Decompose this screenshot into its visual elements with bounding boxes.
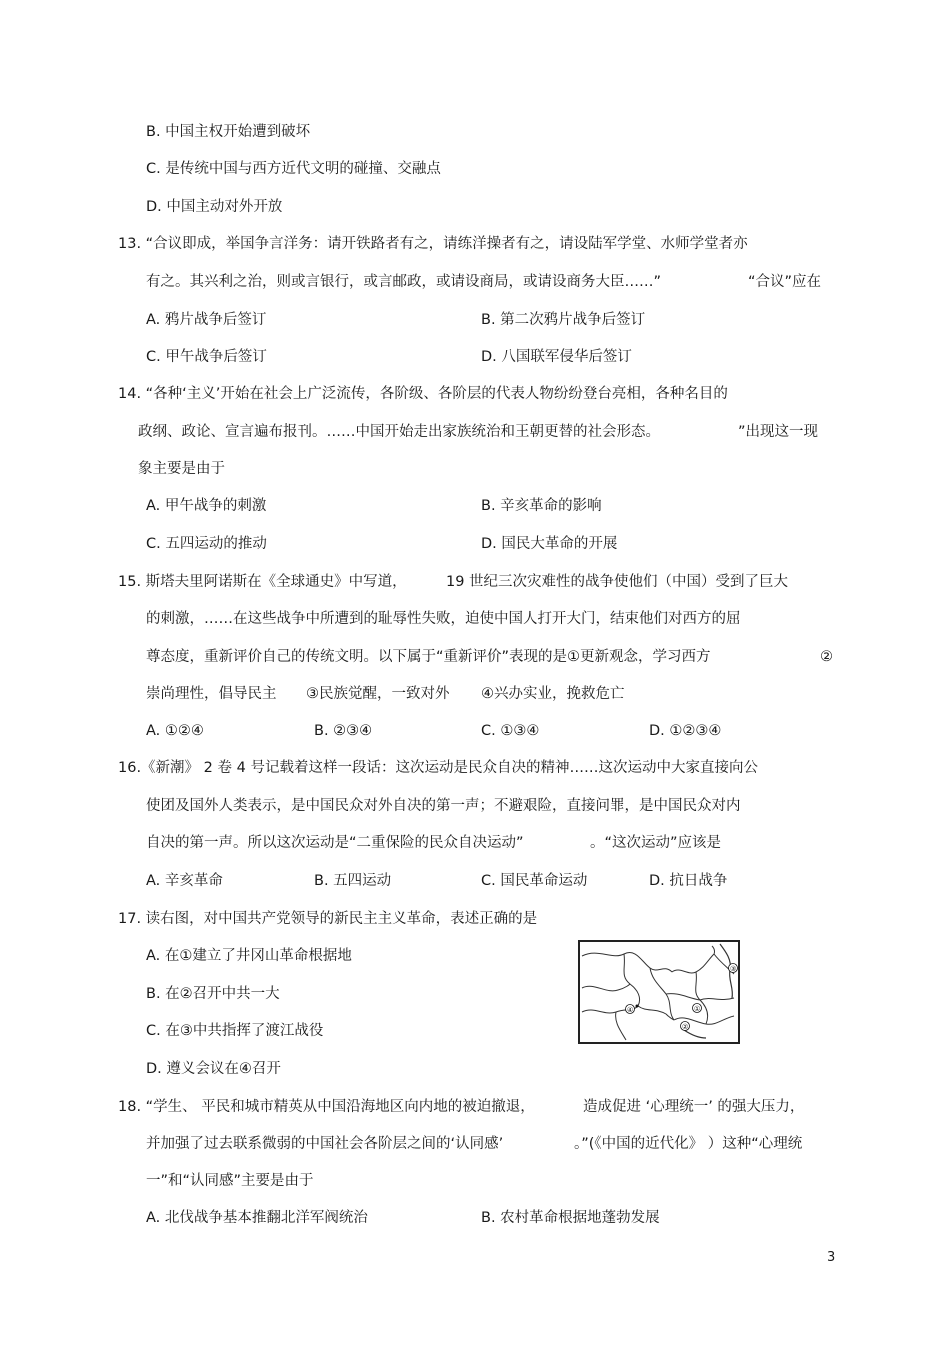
q15-option-c: C. ①③④ <box>481 723 540 739</box>
q14-option-a: A. 甲午战争的刺激 <box>146 498 267 514</box>
q13-option-a: A. 鸦片战争后签订 <box>146 312 267 328</box>
q15-option-a: A. ①②④ <box>146 723 204 739</box>
q13-stem-line1: 13. “合议即成，举国争言洋务：请开铁路者有之，请练洋操者有之，请设陆军学堂、水师学堂者亦 <box>118 236 748 252</box>
map-label-3: ③ <box>730 965 737 973</box>
q12-option-d: D. 中国主动对外开放 <box>146 199 283 215</box>
map-label-4: ④ <box>627 1006 634 1014</box>
map-label-1: ① <box>694 1005 701 1013</box>
q16-stem-line2: 使团及国外人类表示，是中国民众对外自决的第一声；不避艰险，直接问罪，是中国民众对内 <box>146 798 741 814</box>
q16-stem-line1: 16.《新潮》 2 卷 4 号记载着这样一段话：这次运动是民众自决的精神……这次运动中大家直接向公 <box>118 760 758 776</box>
q14-stem-line2: 政纲、政论、宣言遍布报刊。……中国开始走出家族统治和王朝更替的社会形态。 <box>138 424 660 440</box>
q15-stem-line2: 的刺激，……在这些战争中所遭到的耻辱性失败，迫使中国人打开大门，结束他们对西方的屈 <box>146 611 741 627</box>
q16-option-d: D. 抗日战争 <box>649 873 728 889</box>
q15-stem-line1: 15. 斯塔夫里阿诺斯在《全球通史》中写道， <box>118 574 407 590</box>
q13-stem-line2: 有之。其兴利之治，则或言银行，或言邮政，或请设商局，或请设商务大臣……” <box>146 274 662 290</box>
q14-stem-line3: 象主要是由于 <box>138 461 225 477</box>
q17-option-c: C. 在③中共指挥了渡江战役 <box>146 1023 324 1039</box>
q13-option-b: B. 第二次鸦片战争后签订 <box>481 312 646 328</box>
q13-option-c: C. 甲午战争后签订 <box>146 349 267 365</box>
q15-stem-line4-end: ④兴办实业，挽救危亡 <box>481 686 625 702</box>
q13-option-d: D. 八国联军侵华后签订 <box>481 349 632 365</box>
map-dot-4 <box>636 1005 639 1008</box>
q15-stem-line4-mid: ③民族觉醒，一致对外 <box>306 686 450 702</box>
q17-option-a: A. 在①建立了井冈山革命根据地 <box>146 948 352 964</box>
map-label-2: ② <box>682 1023 689 1031</box>
q18-stem-line2: 并加强了过去联系微弱的中国社会各阶层之间的‘认同感’ <box>146 1136 504 1152</box>
q18-option-a: A. 北伐战争基本推翻北洋军阀统治 <box>146 1210 368 1226</box>
q16-stem-line3: 自决的第一声。所以这次运动是“二重保险的民众自决运动” <box>146 835 524 851</box>
q18-stem-line2-end: 。”(《中国的近代化》 ）这种“心理统 <box>574 1136 803 1152</box>
q14-option-b: B. 辛亥革命的影响 <box>481 498 602 514</box>
q16-stem-line3-end: 。“这次运动”应该是 <box>590 835 722 851</box>
q15-option-b: B. ②③④ <box>314 723 373 739</box>
q18-stem-line1: 18. “学生、 平民和城市精英从中国沿海地区向内地的被迫撤退， <box>118 1099 535 1115</box>
china-map-figure <box>578 940 740 1044</box>
q17-stem-line1: 17. 读右图，对中国共产党领导的新民主主义革命，表述正确的是 <box>118 911 538 927</box>
q12-option-b: B. 中国主权开始遭到破坏 <box>146 124 311 140</box>
q14-option-d: D. 国民大革命的开展 <box>481 536 618 552</box>
q13-stem-line2-end: “合议”应在 <box>748 274 822 290</box>
q17-option-b: B. 在②召开中共一大 <box>146 986 280 1002</box>
q17-option-d: D. 遵义会议在④召开 <box>146 1061 281 1077</box>
q15-option-d: D. ①②③④ <box>649 723 722 739</box>
q14-stem-line2-end: ”出现这一现 <box>738 424 819 440</box>
q14-option-c: C. 五四运动的推动 <box>146 536 267 552</box>
q14-stem-line1: 14. “各种‘主义’开始在社会上广泛流传，各阶级、各阶层的代表人物纷纷登台亮相，各种名目的 <box>118 386 728 402</box>
q15-stem-line4: 崇尚理性，倡导民主 <box>146 686 277 702</box>
q16-option-c: C. 国民革命运动 <box>481 873 588 889</box>
q16-option-a: A. 辛亥革命 <box>146 873 223 889</box>
page-number: 3 <box>827 1250 836 1265</box>
q18-stem-line3: 一”和“认同感”主要是由于 <box>146 1173 314 1189</box>
q15-stem-line3-end: ② <box>820 649 833 665</box>
q18-stem-line1-end: 造成促进 ‘心理统一’ 的强大压力， <box>583 1099 805 1115</box>
china-map-svg <box>580 942 738 1042</box>
q12-option-c: C. 是传统中国与西方近代文明的碰撞、交融点 <box>146 161 441 177</box>
q16-option-b: B. 五四运动 <box>314 873 392 889</box>
q15-stem-line3: 尊态度，重新评价自己的传统文明。以下属于“重新评价”表现的是①更新观念，学习西方 <box>146 649 711 665</box>
q18-option-b: B. 农村革命根据地蓬勃发展 <box>481 1210 660 1226</box>
q15-stem-line1-end: 19 世纪三次灾难性的战争使他们（中国）受到了巨大 <box>446 574 789 590</box>
